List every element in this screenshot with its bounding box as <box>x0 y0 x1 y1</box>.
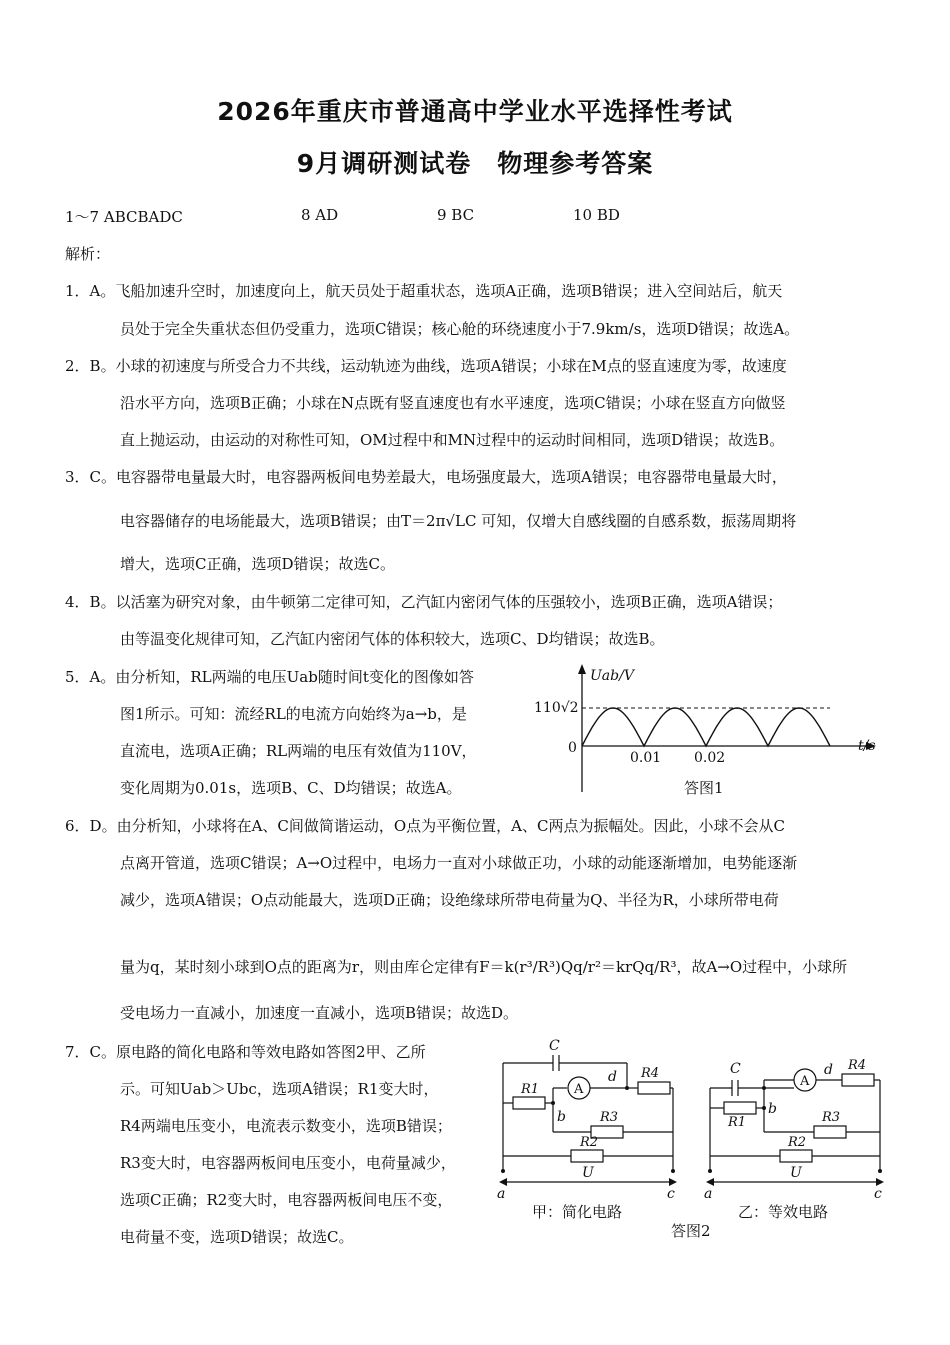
svg-text:R3: R3 <box>600 1110 619 1125</box>
q5-line-3: 直流电，选项A正确；RL两端的电压有效值为110V， <box>120 742 477 760</box>
exam-subtitle: 9月调研测试卷 物理参考答案 <box>296 149 654 178</box>
q7-line-5: 选项C正确；R2变大时，电容器两板间电压不变， <box>120 1191 453 1209</box>
q2-line-1: 2．B。小球的初速度与所受合力不共线，运动轨迹为曲线，选项A错误；小球在M点的竖直速度为零，故速度 <box>65 357 787 375</box>
svg-text:U: U <box>582 1165 594 1181</box>
svg-text:d: d <box>824 1062 833 1078</box>
q6-line-1: 6．D。由分析知，小球将在A、C间做简谐运动，O点为平衡位置，A、C两点为振幅处。因此，小球不会从C <box>65 817 785 835</box>
svg-text:d: d <box>608 1069 617 1085</box>
tick-label-001: 0.01 <box>630 750 662 766</box>
q1-line-1: 1．A。飞船加速升空时，加速度向上，航天员处于超重状态，选项A正确，选项B错误；进入空间站后，航天 <box>65 282 783 300</box>
x-axis-label: t/s <box>858 738 876 754</box>
q7-line-4: R3变大时，电容器两板间电压变小，电荷量减少， <box>120 1154 456 1172</box>
peak-label: 110√2 <box>534 700 579 716</box>
svg-text:R1: R1 <box>728 1115 747 1130</box>
q2-line-3: 直上抛运动，由运动的对称性可知，OM过程中和MN过程中的运动时间相同，选项D错误；故选B。 <box>120 431 785 449</box>
q1-line-2: 员处于完全失重状态但仍受重力，选项C错误；核心舱的环绕速度小于7.9km/s，选项D错误；故选A。 <box>120 320 800 338</box>
q3-line-1: 3．C。电容器带电量最大时，电容器两板间电势差最大，电场强度最大，选项A错误；电容器带电量最大时， <box>65 468 787 486</box>
q7-line-1: 7．C。原电路的简化电路和等效电路如答图2甲、乙所 <box>65 1043 426 1061</box>
tick-label-002: 0.02 <box>694 750 726 766</box>
origin-label: 0 <box>568 740 577 756</box>
answer-1-7: 1～7 ABCBADC <box>65 208 183 226</box>
answer-9: 9 BC <box>437 206 475 224</box>
q5-line-4: 变化周期为0.01s，选项B、C、D均错误；故选A。 <box>120 779 462 797</box>
q4-line-2: 由等温变化规律可知，乙汽缸内密闭气体的体积较大，选项C、D均错误；故选B。 <box>120 630 665 648</box>
figure-1-caption: 答图1 <box>684 779 724 797</box>
svg-text:R2: R2 <box>580 1135 599 1150</box>
svg-text:U: U <box>790 1165 802 1181</box>
q7-line-6: 电荷量不变，选项D错误；故选C。 <box>120 1228 354 1246</box>
svg-text:c: c <box>874 1186 882 1202</box>
analysis-label: 解析： <box>65 245 111 263</box>
figure-2-caption: 答图2 <box>671 1222 711 1240</box>
q6-line-4: 量为q，某时刻小球到O点的距离为r，则由库仑定律有F＝k(r³/R³)Qq/r²＝krQq/R³，故A→O过程中，小球所 <box>120 958 848 976</box>
q3-line-3: 增大，选项C正确，选项D错误；故选C。 <box>120 555 395 573</box>
figure-2-simplified-circuit <box>495 1040 685 1200</box>
q5-line-2: 图1所示。可知：流经RL的电流方向始终为a→b，是 <box>120 705 467 723</box>
svg-text:a: a <box>497 1186 506 1202</box>
q6-line-5: 受电场力一直减小，加速度一直减小，选项B错误；故选D。 <box>120 1004 519 1022</box>
exam-title: 2026年重庆市普通高中学业水平选择性考试 <box>217 97 733 126</box>
q6-line-3: 减少，选项A错误；O点动能最大，选项D正确；设绝缘球所带电荷量为Q、半径为R，小球所带电荷 <box>120 891 779 909</box>
svg-text:A: A <box>574 1082 584 1097</box>
q4-line-1: 4．B。以活塞为研究对象，由牛顿第二定律可知，乙汽缸内密闭气体的压强较小，选项B正确，选项A错误； <box>65 593 783 611</box>
figure-2-right-caption: 乙：等效电路 <box>738 1203 829 1221</box>
q7-line-3: R4两端电压变小，电流表示数变小，选项B错误； <box>120 1117 452 1135</box>
svg-text:b: b <box>557 1109 566 1125</box>
svg-text:R1: R1 <box>521 1082 540 1097</box>
svg-text:R2: R2 <box>788 1135 807 1150</box>
q7-line-2: 示。可知Uab＞Ubc，选项A错误；R1变大时， <box>120 1080 439 1098</box>
svg-text:R4: R4 <box>848 1058 867 1073</box>
svg-text:R4: R4 <box>641 1066 660 1081</box>
q6-line-2: 点离开管道，选项C错误；A→O过程中，电场力一直对小球做正功，小球的动能逐渐增加，电势能逐渐 <box>120 854 798 872</box>
figure-2-equivalent-circuit <box>702 1040 892 1200</box>
q3-line-2: 电容器储存的电场能最大，选项B错误；由T＝2π√LC 可知，仅增大自感线圈的自感系数，振荡周期将 <box>120 512 797 530</box>
y-axis-label: Uab/V <box>590 668 634 684</box>
answer-10: 10 BD <box>573 206 620 224</box>
svg-text:A: A <box>800 1074 810 1089</box>
svg-text:a: a <box>704 1186 713 1202</box>
svg-text:C: C <box>549 1038 560 1054</box>
svg-text:b: b <box>768 1101 777 1117</box>
voltage-curve <box>582 708 830 746</box>
q2-line-2: 沿水平方向，选项B正确；小球在N点既有竖直速度也有水平速度，选项C错误；小球在竖直方向做竖 <box>120 394 786 412</box>
y-axis-arrow <box>578 664 586 674</box>
svg-text:c: c <box>667 1186 675 1202</box>
svg-text:R3: R3 <box>822 1110 841 1125</box>
answer-8: 8 AD <box>301 206 339 224</box>
svg-text:C: C <box>730 1061 741 1077</box>
q5-line-1: 5．A。由分析知，RL两端的电压Uab随时间t变化的图像如答 <box>65 668 474 686</box>
figure-2-left-caption: 甲：简化电路 <box>532 1203 623 1221</box>
